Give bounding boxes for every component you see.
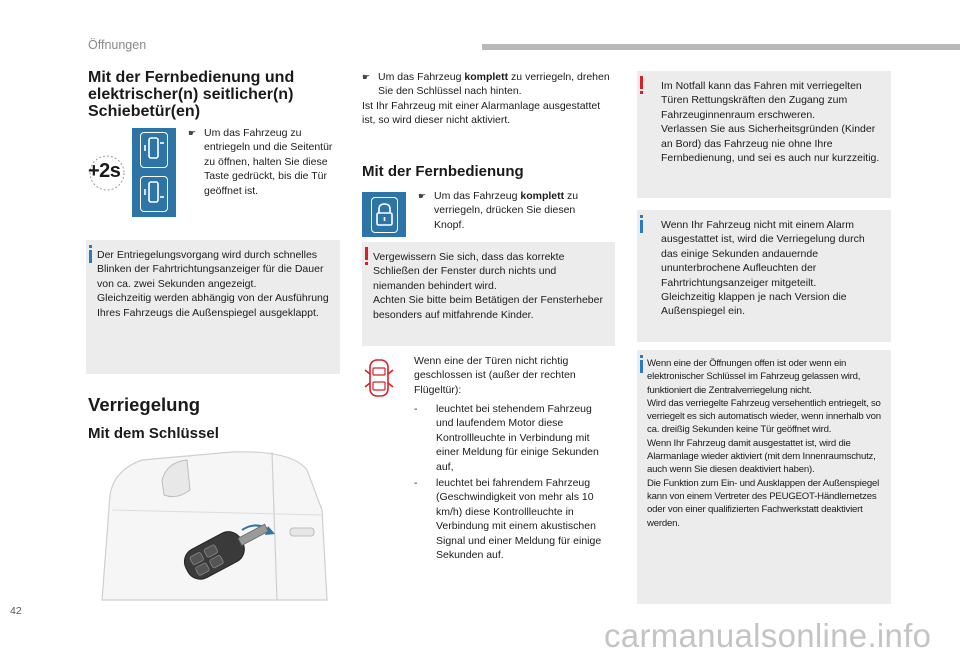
warning-icon [640, 76, 643, 94]
key-locking-title: Mit dem Schlüssel [88, 425, 219, 442]
header-bar [482, 44, 960, 50]
pointer-icon: ☛ [188, 128, 197, 138]
door-open-warning-light-icon [364, 356, 394, 400]
info-icon [640, 215, 643, 235]
sliding-door-right-button-icon [140, 176, 168, 212]
sliding-door-left-button-icon [140, 132, 168, 168]
door-open-list [414, 402, 610, 562]
remote-locking-title: Mit der Fernbedienung [362, 163, 524, 180]
pointer-icon: ☛ [362, 72, 371, 82]
locking-title: Verriegelung [88, 394, 201, 415]
window-safety-warning-box [362, 242, 615, 346]
sliding-door-buttons-tile [132, 128, 176, 217]
remote-sliding-door-title: Mit der Fernbedienung und elektrischer(n) seitlicher(n) Schiebetür(en) [88, 69, 295, 120]
key-lock-instruction: ☛ Um das Fahrzeug komplett zu verriegeln, drehen Sie den Schlüssel nach hinten. [362, 71, 610, 98]
pointer-icon: ☛ [418, 191, 427, 201]
remote-lock-instruction: ☛ Um das Fahrzeug komplett zu verriegeln, drücken Sie diesen Knopf. [418, 190, 579, 231]
section-header: Öffnungen [88, 38, 147, 52]
unlock-info-text: Der Entriegelungsvorgang wird durch schnelles Blinken der Fahrtrichtungsanzeiger für die Dauer von ca. zwei Sekunden angezeigt. Gleichzeitig werden abhängig von der Ausführung Ihres Fahrzeugs die Außenspiegel ausgeklappt. [97, 249, 329, 319]
watermark-text: carmanualsonline.info [604, 617, 932, 654]
emergency-warning-box [637, 71, 891, 198]
lock-button-tile [362, 192, 406, 237]
list-item: - leuchtet bei fahrendem Fahrzeug (Geschwindigkeit von mehr als 10 km/h) diese Kontrollleuchte in Verbindung mit einem akustischen Signal und einer Meldung für einige Sekunden auf. [414, 477, 602, 562]
open-door-info-text: Wenn eine der Öffnungen offen ist oder wenn ein elektronischer Schlüssel im Fahrzeug gelassen wird, funktioniert die Zentralverriegelung nicht. Wird das verriegelte Fahrzeug versehentlich entriegelt, so verriegelt es sich automatisch wieder, wenn innerhalb von ca. dreißig Sekunden keine Tür geöffnet wird. Wenn Ihr Fahrzeug damit ausgestattet ist, wird die Alarmanlage wieder aktiviert (mit dem Innenraumschutz, auch wenn Sie diesen deaktiviert haben). Die Funktion zum Ein- und Ausklappen der Außenspiegel kann von einem Vertreter des PEUGEOT-Händlernetzes oder von einer qualifizierten Fachwerkstatt deaktiviert werden. [647, 358, 881, 529]
alarm-info-text: Wenn Ihr Fahrzeug nicht mit einem Alarm ausgestattet ist, wird die Verriegelung durch das einige Sekunden andauernde ununterbrochene Aufleuchten der Fahrtrichtungsanzeiger mitgeteilt. Gleichzeitig klappen je nach Version die Außenspiegel ein. [661, 219, 865, 318]
emergency-warning-text: Im Notfall kann das Fahren mit verriegelten Türen Rettungskräften den Zugang zum Fahrzeuginnenraum erschweren. Verlassen Sie aus Sicherheitsgründen (Kinder an Bord) das Fahrzeug nie ohne Ihre Fernbedienung, und sei es auch nur kurzzeitig. [661, 80, 880, 165]
hold-duration-label: +2s [88, 160, 121, 182]
car-door-key-illustration [92, 450, 340, 605]
sliding-door-instruction: ☛ Um das Fahrzeug zu entriegeln und die Seitentür zu öffnen, halten Sie diese Taste gedrückt, bis die Tür geöffnet ist. [188, 127, 333, 197]
warning-icon [365, 247, 368, 265]
unlock-info-box [86, 240, 340, 374]
info-icon [640, 355, 643, 375]
hold-duration-icon [86, 152, 128, 194]
alarm-not-activated-note: Ist Ihr Fahrzeug mit einer Alarmanlage ausgestattet ist, so wird dieser nicht aktiviert. [362, 100, 601, 127]
page-number: 42 [10, 605, 22, 617]
lock-button-icon [371, 197, 398, 233]
list-item: - leuchtet bei stehendem Fahrzeug und laufendem Motor diese Kontrollleuchte in Verbindung mit einer Meldung für einige Sekunden auf, [414, 403, 599, 473]
alarm-info-box [637, 210, 891, 342]
info-icon [89, 245, 92, 265]
door-open-intro: Wenn eine der Türen nicht richtig geschlossen ist (außer der rechten Flügeltür): [414, 355, 576, 396]
window-safety-warning-text: Vergewissern Sie sich, dass das korrekte Schließen der Fenster durch nichts und niemanden behindert wird. Achten Sie bitte beim Betätigen der Fensterheber besonders auf mitfahrende Kinder. [373, 251, 603, 321]
open-door-info-box [637, 350, 891, 604]
